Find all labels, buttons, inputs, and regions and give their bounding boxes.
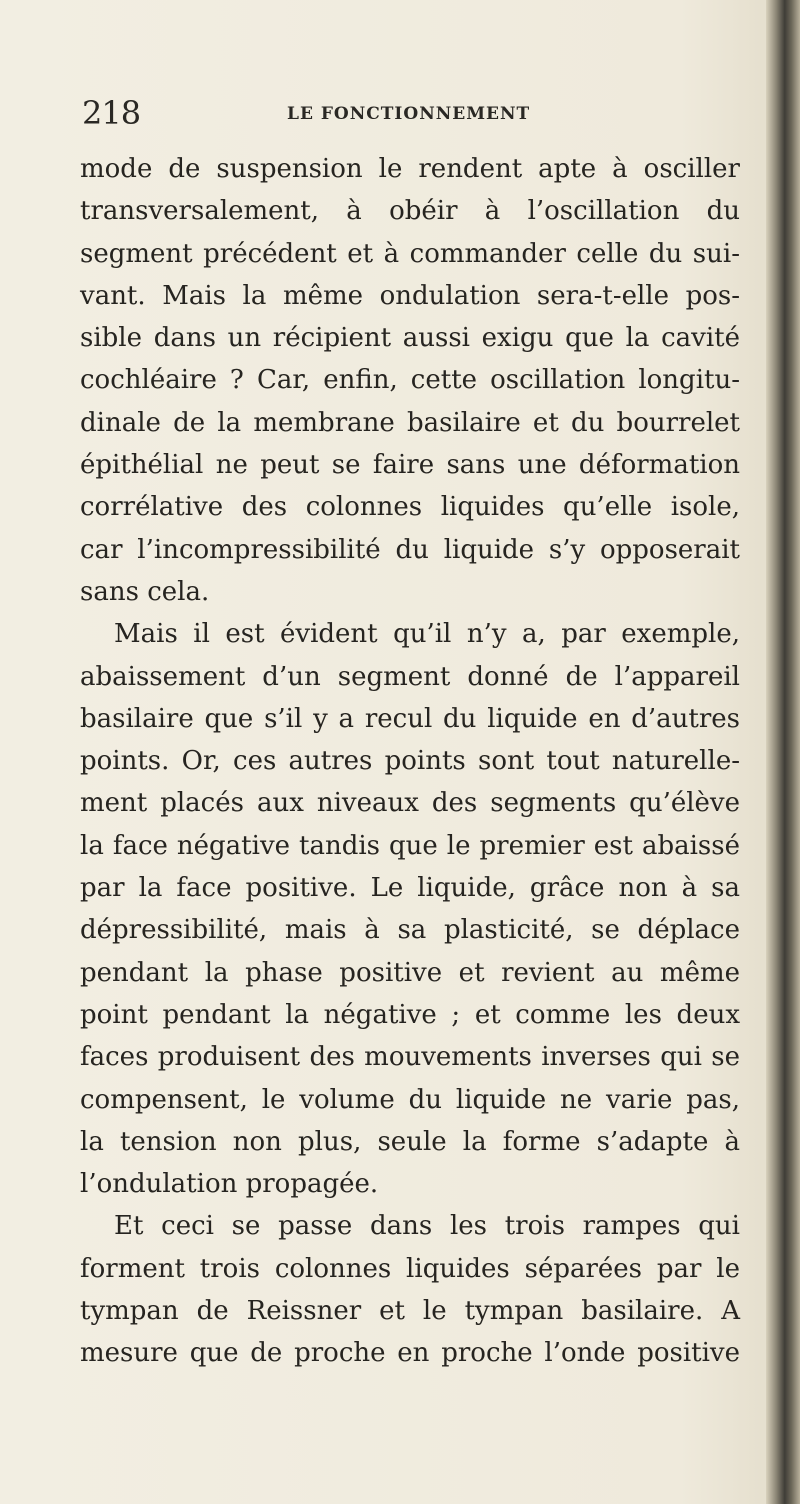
- paragraph-start-line: Mais il est évident qu’il n’y a, par exemple,: [114, 619, 740, 650]
- text-line: la face négative tandis que le premier est abaissé: [80, 830, 740, 861]
- body-text: [80, 148, 740, 1375]
- text-line: sible dans un récipient aussi exigu que la cavité: [80, 323, 740, 354]
- text-line: corrélative des colonnes liquides qu’elle isole,: [80, 492, 740, 523]
- text-line: compensent, le volume du liquide ne varie pas,: [80, 1084, 740, 1115]
- text-line: vant. Mais la même ondulation sera-t-elle pos-: [80, 280, 740, 311]
- text-line: point pendant la négative ; et comme les deux: [80, 999, 740, 1030]
- page-header: [82, 94, 722, 134]
- text-line: ment placés aux niveaux des segments qu’élève: [80, 788, 740, 819]
- running-title: LE FONCTIONNEMENT: [287, 104, 531, 124]
- text-line: forment trois colonnes liquides séparées par le: [80, 1253, 740, 1284]
- text-line: basilaire que s’il y a recul du liquide en d’autres: [80, 703, 740, 734]
- paragraph-start-line: Et ceci se passe dans les trois rampes qui: [114, 1211, 740, 1242]
- text-line: dinale de la membrane basilaire et du bourrelet: [80, 407, 740, 438]
- text-line: points. Or, ces autres points sont tout naturelle-: [80, 746, 740, 777]
- text-line: épithélial ne peut se faire sans une déformation: [80, 450, 740, 481]
- paragraph-end-line: sans cela.: [80, 576, 210, 607]
- text-line: mode de suspension le rendent apte à osciller: [80, 154, 740, 184]
- text-line: par la face positive. Le liquide, grâce non à sa: [80, 873, 740, 904]
- text-line: pendant la phase positive et revient au même: [80, 957, 740, 988]
- text-line: transversalement, à obéir à l’oscillation du: [80, 196, 740, 227]
- page-number: 218: [82, 94, 141, 132]
- text-line: abaissement d’un segment donné de l’appareil: [80, 661, 740, 692]
- text-line: mesure que de proche en proche l’onde positive: [80, 1338, 740, 1369]
- page-edge-shadow: [766, 0, 800, 1504]
- text-line: segment précédent et à commander celle du sui-: [80, 238, 740, 269]
- text-line: car l’incompressibilité du liquide s’y opposerait: [80, 534, 740, 565]
- paragraph-end-line: l’ondulation propagée.: [80, 1169, 379, 1200]
- text-line: la tension non plus, seule la forme s’adapte à: [80, 1126, 740, 1157]
- text-line: tympan de Reissner et le tympan basilaire. A: [80, 1296, 740, 1327]
- text-line: cochléaire ? Car, enfin, cette oscillation longitu-: [80, 365, 740, 396]
- text-line: dépressibilité, mais à sa plasticité, se déplace: [80, 915, 740, 946]
- text-line: faces produisent des mouvements inverses qui se: [80, 1042, 740, 1073]
